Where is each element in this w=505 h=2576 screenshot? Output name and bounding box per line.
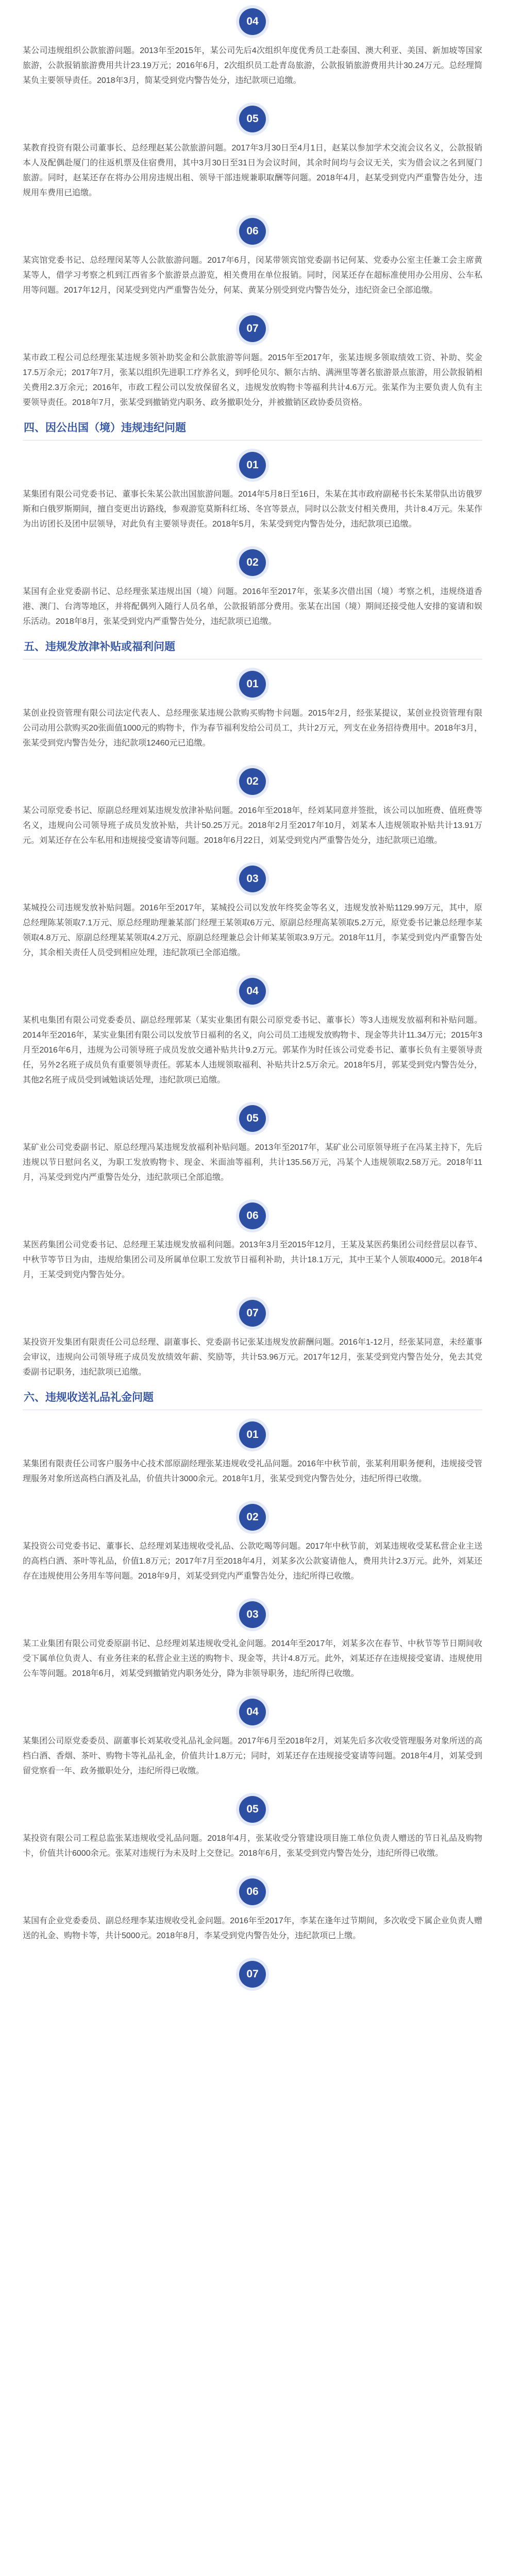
case-block <box>23 541 482 629</box>
case-text: 某国有企业党委委员、副总经理李某违规收受礼金问题。2016年至2017年，李某在逢年过节期间，多次收受下属企业负责人赠送的礼金、购物卡等，共计5000元。2018年8月，李某受到党内警告处分，违纪款项已上缴。 <box>23 1917 482 1940</box>
case-block <box>23 1870 482 1943</box>
case-number-wrap <box>23 760 482 803</box>
case-text: 某宾馆党委书记、总经理闵某等人公款旅游问题。2017年6月，闵某带领宾馆党委副书记何某、党委办公室主任兼工会主席黄某等人，借学习考察之机到江西省多个旅游景点游览，相关费用在单位报销。同时，闵某还存在超标准使用办公用房、公车私用等问题。2017年12月，闵某受到党内严重警告处分，何某、黄某分别受到党内警告处分，违纪资金已全部追缴。 <box>23 256 482 295</box>
case-block <box>23 857 482 960</box>
case-block <box>23 1593 482 1681</box>
case-number-wrap <box>23 1788 482 1831</box>
case-number-wrap <box>23 307 482 350</box>
case-text: 某教育投资有限公司董事长、总经理赵某公款旅游问题。2017年3月30日至4月1日，赵某以参加学术交流会议名义，公款报销本人及配偶赴厦门的往返机票及住宿费用，其中3月30日至31日为会议时间，其余时间均与会议无关，实为借会议之名到厦门旅游。同时，赵某还存在将办公用房违规出租、领导干部违规兼职取酬等问题。2018年4月，赵某受到党内严重警告处分，违规用车费用已追缴。 <box>23 144 482 197</box>
case-text: 某工业集团有限公司党委原副书记、总经理刘某违规收受礼金问题。2014年至2017年，刘某多次在春节、中秋节等节日期间收受下属单位负责人、有业务往来的私营企业主送的购物卡、现金等，共计4.8万元。此外，刘某还存在违规接受宴请、违规使用公车等问题。2018年6月，刘某受到撤销党内职务处分，降为非领导职务，违纪所得已收缴。 <box>23 1639 482 1678</box>
case-number-wrap <box>23 444 482 487</box>
case-number-badge: 05 <box>239 106 266 132</box>
case-number-wrap <box>23 1292 482 1335</box>
case-block <box>23 760 482 848</box>
case-number-badge: 06 <box>239 1878 266 1905</box>
case-text: 某公司原党委书记、原副总经理刘某违规发放津补贴问题。2016年至2018年，经刘某同意并签批，该公司以加班费、值班费等名义，违规向公司领导班子成员发放补贴，共计50.25万元。2018年2月至2017年10月，刘某本人违规领取补贴共计13.91万元。刘某还存在公车私用和违规接受宴请等问题。2018年6月22日，刘某受到党内严重警告处分，违纪款项已追缴。 <box>23 806 482 845</box>
case-text: 某矿业公司党委副书记、原总经理冯某违规发放福利补贴问题。2013年至2017年，某矿业公司原领导班子在冯某主持下，先后违规以节日慰问名义，为职工发放购物卡、现金、米面油等福利，共计135.56万元，冯某个人违规领取2.58万元。2018年11月，冯某受到党内严重警告处分，违纪款项已全部追缴。 <box>23 1143 482 1182</box>
case-text: 某投资有限公司工程总监张某违规收受礼品问题。2018年4月，张某收受分管建设项目施工单位负责人赠送的节日礼品及购物卡，价值共计6000余元。张某对违规行为未及时上交登记。2018年6月，张某受到党内警告处分，违纪所得已收缴。 <box>23 1834 482 1858</box>
case-number-badge: 01 <box>239 671 266 698</box>
case-number-wrap <box>23 210 482 253</box>
case-number-badge: 07 <box>239 1961 266 1988</box>
case-number-badge: 01 <box>239 452 266 479</box>
case-text: 某创业投资管理有限公司法定代表人、总经理张某违规公款购买购物卡问题。2015年2月，经张某提议，某创业投资管理有限公司动用公款购买20张面值1000元的购物卡，作为春节福利发给公司员工，共计2万元，列支在业务招待费用中。2018年3月，张某受到党内警告处分，违纪款项12460元已追缴。 <box>23 709 482 748</box>
case-text: 某市政工程公司总经理张某违规多领补助奖金和公款旅游等问题。2015年至2017年，张某违规多领取绩效工资、补助、奖金17.5万余元；2017年7月，张某以组织先进职工疗养名义，到呼伦贝尔、额尔古纳、满洲里等著名旅游景点旅游，用公款报销相关费用2.3万余元；2016年，市政工程公司以发放保留名义，违规发放购物卡等福利共计4.6万元。张某作为主要负责人负有主要领导责任。2018年7月，张某受到撤销党内职务、政务撤职处分，并被撤销区政协委员资格。 <box>23 353 482 407</box>
case-block <box>23 0 482 88</box>
case-number-wrap <box>23 1496 482 1539</box>
case-block <box>23 1496 482 1584</box>
case-block <box>23 307 482 410</box>
case-number-wrap <box>23 857 482 901</box>
case-number-badge: 07 <box>239 315 266 342</box>
case-number-badge: 03 <box>239 1601 266 1628</box>
case-text: 某公司违规组织公款旅游问题。2013年至2015年，某公司先后4次组织年度优秀员工赴泰国、澳大利亚、美国、新加坡等国家旅游，公款报销旅游费用共计23.19万元；2016年6月，2次组织员工赴青岛旅游，公款报销旅游费用共计30.24万元。总经理简某负主要领导责任。2018年3月，简某受到党内警告处分，违纪款项已追缴。 <box>23 46 482 85</box>
section-title: 五、违规发放津补贴或福利问题 <box>24 641 175 653</box>
case-number-badge: 06 <box>239 1202 266 1229</box>
case-block <box>23 1413 482 1486</box>
case-block <box>23 97 482 200</box>
case-block <box>23 1788 482 1861</box>
case-number-wrap <box>23 0 482 43</box>
case-number-wrap <box>23 541 482 584</box>
case-number-badge: 07 <box>239 1300 266 1327</box>
case-text: 某集团公司原党委委员、副董事长刘某收受礼品礼金问题。2017年6月至2018年2月，刘某先后多次收受管理服务对象所送的高档白酒、香烟、茶叶、购物卡等礼品礼金，价值共计1.8万元；同时，刘某还存在违规接受宴请等问题。2018年4月，刘某受到留党察看一年、政务撤职处分，违纪所得已收缴。 <box>23 1737 482 1775</box>
case-block <box>23 970 482 1088</box>
case-number-badge: 01 <box>239 1421 266 1448</box>
case-block <box>23 1194 482 1282</box>
case-number-badge: 04 <box>239 8 266 35</box>
case-number-badge: 04 <box>239 978 266 1005</box>
case-number-wrap <box>23 1690 482 1734</box>
case-block <box>23 1292 482 1380</box>
case-text: 某集团有限责任公司客户服务中心技术部原副经理张某违规收受礼品问题。2016年中秋节前，张某利用职务便利，违规接受管理服务对象所送高档白酒及礼品，价值共计3000余元。2018年1月，张某受到党内警告处分，违纪所得已收缴。 <box>23 1460 482 1483</box>
case-number-wrap <box>23 1097 482 1140</box>
case-number-badge: 05 <box>239 1105 266 1132</box>
section-title: 四、因公出国（境）违规违纪问题 <box>24 422 186 434</box>
case-number-badge: 02 <box>239 549 266 576</box>
case-number-badge: 02 <box>239 768 266 795</box>
case-block <box>23 1953 482 1996</box>
case-text: 某投资开发集团有限责任公司总经理、副董事长、党委副书记张某违规发放薪酬问题。2016年1-12月，经张某同意，未经董事会审议，违规向公司领导班子成员发放绩效年薪、奖励等，共计53.96万元。2017年12月，张某受到党内警告处分，免去其党委副书记职务，违纪款项已追缴。 <box>23 1338 482 1377</box>
case-number-wrap <box>23 663 482 706</box>
case-text: 某机电集团有限公司党委委员、副总经理郭某（某实业集团有限公司原党委书记、董事长）等3人违规发放福利和补贴问题。2014年至2016年，某实业集团有限公司以发放节日福利的名义，向公司员工违规发放购物卡、现金等共计11.34万元；2015年3月至2016年6月，违规为公司领导班子成员发放交通补贴共计9.2万元。郭某作为时任该公司党委书记、董事长负有主要领导责任，另外2名班子成员负有重要领导责任。郭某本人违规领取福利、补贴共计2.5万余元。2018年5月，郭某受到党内警告处分，其他2名班子成员受到诫勉谈话处理，违纪款项已追缴。 <box>23 1016 482 1084</box>
case-block <box>23 1690 482 1778</box>
case-number-wrap <box>23 1953 482 1996</box>
case-number-badge: 02 <box>239 1504 266 1531</box>
case-number-badge: 05 <box>239 1796 266 1823</box>
case-text: 某医药集团公司党委书记、总经理王某违规发放福利问题。2013年3月至2015年12月，王某及某医药集团公司经营层以春节、中秋节等节日为由，违规给集团公司及所属单位职工发放节日福利补助，共计18.1万元，其中王某个人领取4000元。2018年4月，王某受到党内警告处分。 <box>23 1241 482 1279</box>
case-number-wrap <box>23 1194 482 1238</box>
case-number-badge: 04 <box>239 1699 266 1725</box>
case-number-wrap <box>23 1413 482 1456</box>
case-text: 某集团有限公司党委书记、董事长朱某公款出国旅游问题。2014年5月8日至16日，朱某在其市政府副秘书长朱某带队出访俄罗斯和白俄罗斯期间，擅自变更出访路线，参观游览莫斯科红场、冬宫等景点，同时以公款支付相关费用，共计8.4万元。朱某作为出访团长及团中层领导，对此负有主要领导责任。2018年5月，朱某受到党内警告处分，违纪款项已追缴。 <box>23 490 482 529</box>
section-title: 六、违规收送礼品礼金问题 <box>24 1392 154 1403</box>
case-block <box>23 444 482 532</box>
case-block <box>23 210 482 298</box>
case-block <box>23 663 482 751</box>
case-text: 某城投公司违规发放补贴问题。2016年至2017年，某城投公司以发放年终奖金等名义，违规发放补贴1129.99万元，其中，原总经理陈某领取7.1万元、原总经理助理兼某部门经理王某领取6万元、原副总经理高某领取5.2万元，原党委书记兼总经理李某领取4.8万元、原副总经理某某领取4.2万元、原副总经理兼总会计师某某领取3.9万元。2018年11月，李某受到党内严重警告处分，其余相关责任人员受到相应处理，违纪款项已全部追缴。 <box>23 904 482 957</box>
case-number-wrap <box>23 1870 482 1913</box>
case-number-badge: 06 <box>239 218 266 245</box>
case-number-wrap <box>23 97 482 141</box>
case-number-wrap <box>23 1593 482 1636</box>
case-block <box>23 1097 482 1185</box>
case-number-wrap <box>23 970 482 1013</box>
case-text: 某投资公司党委书记、董事长、总经理刘某违规收受礼品、公款吃喝等问题。2017年中秋节前，刘某违规收受某私营企业主送的高档白酒、茶叶等礼品，价值1.8万元；2017年7月至2018年4月，刘某多次公款宴请他人，费用共计2.3万元。此外，刘某还存在违规使用公务用车等问题。2018年9月，刘某受到党内严重警告处分，违纪所得已收缴。 <box>23 1542 482 1581</box>
case-number-badge: 03 <box>239 866 266 892</box>
case-text: 某国有企业党委副书记、总经理张某违规出国（境）问题。2016年至2017年，张某多次借出国（境）考察之机，违规绕道香港、澳门、台湾等地区，并将配偶列入随行人员名单，公款报销部分费用。张某在出国（境）期间还接受他人安排的宴请和娱乐活动。2018年8月，张某受到党内严重警告处分，违纪款项已追缴。 <box>23 587 482 626</box>
